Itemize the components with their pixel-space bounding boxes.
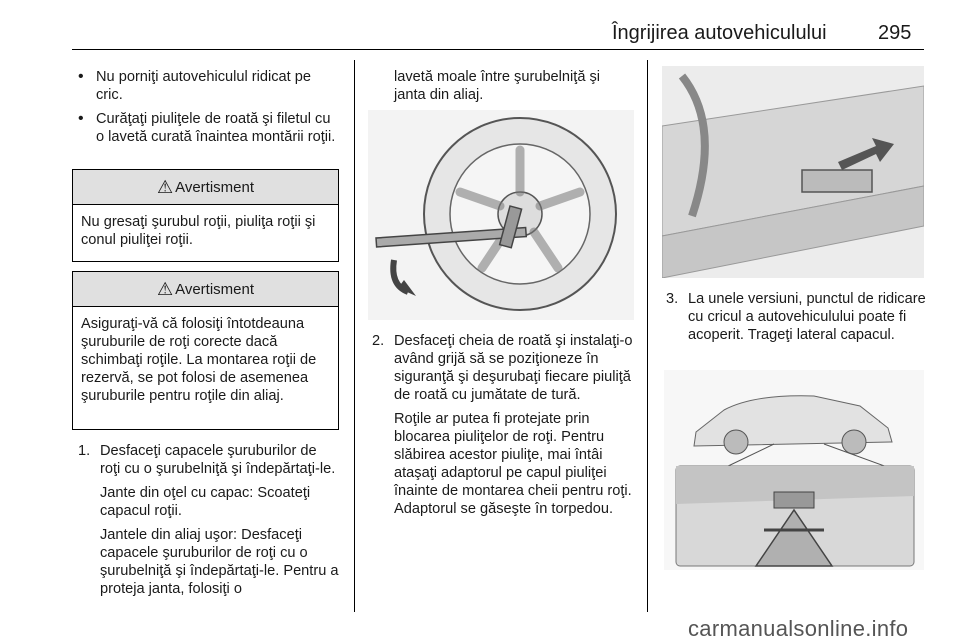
page-title: Îngrijirea autovehiculului <box>612 22 827 44</box>
warning-header <box>73 170 338 205</box>
column-divider-1 <box>354 60 355 612</box>
step-1 <box>78 442 340 604</box>
step-paragraph: Roţile ar putea fi protejate prin blocarea piuliţelor de roţi. Pentru slăbirea acestor piuliţe, mai întâi ataşaţi adaptorul pe capul piuliţei înainte de montarea cheii pentru roţi. Adaptorul se găseşte în torpedou. <box>394 411 632 517</box>
wheel-wrench-svg <box>368 110 634 320</box>
warning-box-1 <box>72 169 339 262</box>
car-jacking-svg <box>664 370 924 570</box>
bullet-item: • Curăţaţi piuliţele de roată şi filetul cu o lavetă curată înaintea montării roţii. <box>78 110 340 146</box>
car-jacking-point-illustration <box>664 370 924 570</box>
step-number: 3. <box>666 291 679 307</box>
step-paragraph: Jante din oţel cu capac: Scoateţi capacul roţii. <box>100 485 311 519</box>
step-3 <box>666 290 928 350</box>
warning-text: Nu gresaţi şurubul roţii, piuliţa roţii şi conul piuliţei roţii. <box>81 214 316 248</box>
page-number: 295 <box>878 22 912 44</box>
step-number: 1. <box>78 443 91 459</box>
step-text: La unele versiuni, punctul de ridicare cu cricul a autovehiculului poate fi acoperit. Trageţi lateral capacul. <box>688 291 926 343</box>
step-number: 2. <box>372 333 385 349</box>
warning-triangle-icon: ⚠ <box>156 278 174 299</box>
wheel-wrench-illustration <box>368 110 634 320</box>
column-divider-2 <box>647 60 648 612</box>
watermark: carmanualsonline.info <box>688 616 909 641</box>
warning-title: Avertisment <box>175 178 255 196</box>
jack-point-cover-svg <box>662 66 924 278</box>
warning-triangle-icon: ⚠ <box>156 176 174 197</box>
column-1 <box>78 68 340 152</box>
continued-text: lavetă moale între şurubelniţă şi janta din aliaj. <box>394 69 601 103</box>
warning-box-2 <box>72 271 339 430</box>
column-2-continuation <box>372 68 634 110</box>
warning-text: Asiguraţi-vă că folosiţi întotdeauna şuruburile de roţi corecte dacă schimbaţi roţile. La montarea roţii de rezervă, se pot folosi de asemenea şuruburile pentru roţile din aliaj. <box>81 316 317 404</box>
step-paragraph: Jantele din aliaj uşor: Desfaceţi capacele şuruburilor de roţi cu o şurubelniţă şi îndepărtaţi-le. Pentru a proteja janta, folosiţi o <box>100 527 339 597</box>
header-rule <box>72 49 924 50</box>
step-2 <box>372 332 634 524</box>
warning-title: Avertisment <box>175 280 255 298</box>
step-text: Desfaceţi cheia de roată şi instalaţi-o având grijă să se poziţioneze în siguranţă şi deşurubaţi fiecare piuliţă de roată cu jumătate de tură. <box>394 333 633 403</box>
step-text: Desfaceţi capacele şuruburilor de roţi cu o şurubelniţă şi îndepărtaţi-le. <box>100 443 336 477</box>
bullet-item: • Nu porniţi autovehiculul ridicat pe cric. <box>78 68 340 104</box>
jack-point-cover-illustration <box>662 66 924 278</box>
warning-header <box>73 272 338 307</box>
